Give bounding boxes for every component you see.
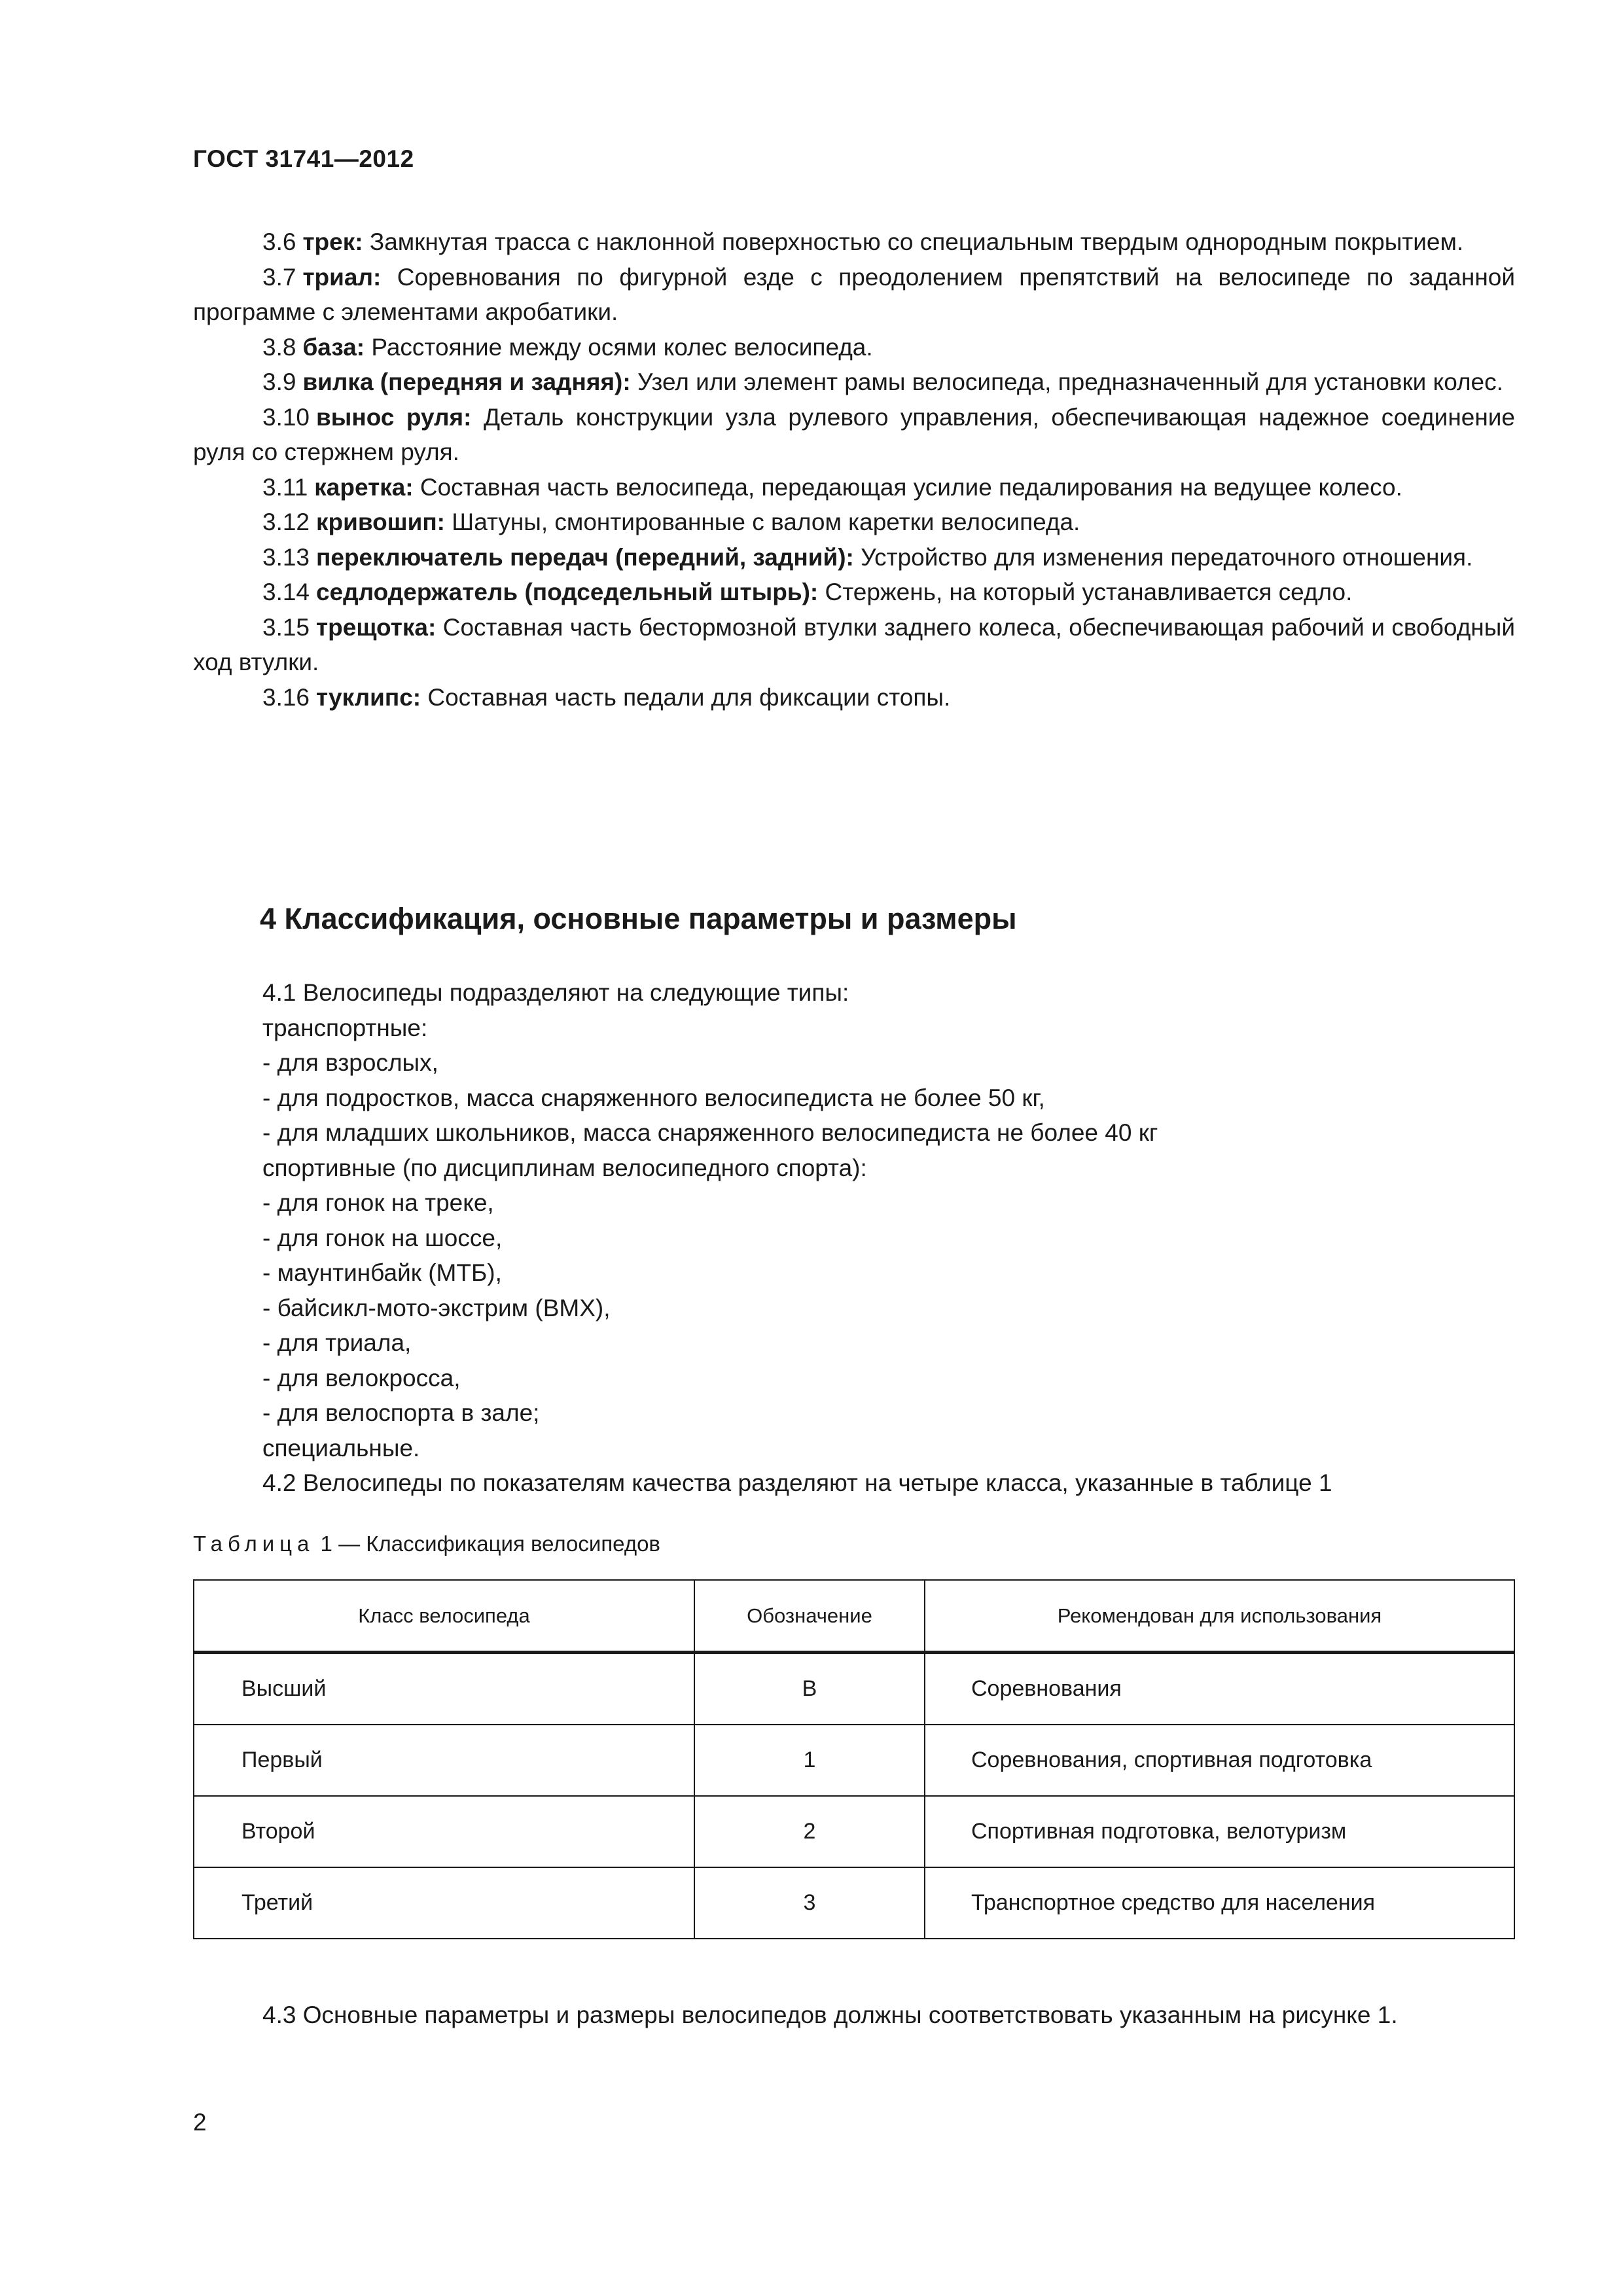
cell-code: 3 — [694, 1867, 925, 1939]
table-caption-text: 1 — Классификация велосипедов — [314, 1532, 660, 1556]
term: вынос руля: — [316, 403, 472, 431]
definition-text: Устройство для изменения передаточного отношения. — [853, 543, 1473, 571]
table-row — [194, 1796, 1514, 1867]
term: туклипс: — [316, 683, 421, 711]
definition-text: Шатуны, смонтированные с валом каретки велосипеда. — [445, 509, 1080, 535]
page-number: 2 — [193, 2109, 207, 2136]
document-header: ГОСТ 31741—2012 — [193, 145, 414, 172]
definition-text: Замкнутая трасса с наклонной поверхностью со специальным твердым однородным покрытием. — [363, 228, 1464, 255]
definition-text: Соревнования по фигурной езде с преодолением препятствий на велосипеде по заданной программе с элементами акробатики. — [193, 263, 1515, 325]
list-item: - для взрослых, — [262, 1049, 438, 1076]
term: кривошип: — [316, 509, 445, 535]
list-item: - для гонок на треке, — [262, 1189, 494, 1216]
sport-label: спортивные (по дисциплинам велосипедного спорта): — [262, 1154, 867, 1181]
definition-3-8: 3.8 база: Расстояние между осями колес велосипеда. — [262, 333, 873, 361]
definition-text: Расстояние между осями колес велосипеда. — [365, 333, 873, 361]
bicycle-classes-table — [193, 1579, 1515, 1939]
definitions-section — [193, 224, 1515, 715]
list-item: - для младших школьников, масса снаряженного велосипедиста не более 40 кг — [262, 1119, 1158, 1146]
definition-text: Стержень, на который устанавливается седло. — [818, 579, 1353, 605]
paragraph-4-3-block — [193, 1998, 1515, 2033]
special-label: специальные. — [262, 1434, 420, 1462]
definition-3-11: 3.11 каретка: Составная часть велосипеда, передающая усилие педалирования на ведущее колесо. — [262, 473, 1402, 501]
list-item: - для триала, — [262, 1329, 412, 1356]
transport-label: транспортные: — [262, 1014, 428, 1041]
list-item: - байсикл-мото-экстрим (ВМХ), — [262, 1294, 611, 1321]
cell-class: Второй — [194, 1796, 694, 1867]
term: триал: — [302, 263, 382, 291]
list-item: - для велокросса, — [262, 1364, 461, 1391]
definition-3-6: 3.6 трек: Замкнутая трасса с наклонной поверхностью со специальным твердым однородным покрытием. — [262, 228, 1464, 255]
cell-code: В — [694, 1653, 925, 1725]
table-row — [194, 1725, 1514, 1796]
cell-use: Соревнования, спортивная подготовка — [925, 1725, 1514, 1796]
cell-use: Спортивная подготовка, велотуризм — [925, 1796, 1514, 1867]
column-header-use: Рекомендован для использования — [925, 1580, 1514, 1653]
definition-3-13: 3.13 переключатель передач (передний, задний): Устройство для изменения передаточного отношения. — [262, 543, 1473, 571]
term: трек: — [302, 228, 363, 255]
term: переключатель передач (передний, задний): — [316, 543, 854, 571]
definition-3-10: 3.10 вынос руля: Деталь конструкции узла рулевого управления, обеспечивающая надежное соединение руля со стержнем руля. — [193, 403, 1516, 465]
definition-text: Узел или элемент рамы велосипеда, предназначенный для установки колес. — [630, 368, 1503, 395]
term: каретка: — [314, 473, 414, 501]
table-row — [194, 1653, 1514, 1725]
list-item: - маунтинбайк (МТБ), — [262, 1259, 502, 1286]
cell-class: Первый — [194, 1725, 694, 1796]
bicycle-types-section — [193, 975, 1515, 1501]
term: трещотка: — [316, 613, 437, 641]
cell-code: 1 — [694, 1725, 925, 1796]
term: база: — [302, 333, 365, 361]
table-caption-label: Таблица — [193, 1532, 315, 1556]
table-caption — [193, 1532, 660, 1556]
definition-3-15: 3.15 трещотка: Составная часть бестормозной втулки заднего колеса, обеспечивающая рабочий и свободный ход втулки. — [193, 613, 1515, 675]
table-row — [194, 1867, 1514, 1939]
paragraph-4-1: 4.1 Велосипеды подразделяют на следующие типы: — [262, 979, 849, 1006]
cell-code: 2 — [694, 1796, 925, 1867]
term: седлодержатель (подседельный штырь): — [316, 579, 819, 605]
definition-text: Составная часть педали для фиксации стопы. — [421, 683, 951, 711]
paragraph-4-2: 4.2 Велосипеды по показателям качества разделяют на четыре класса, указанные в таблице 1 — [262, 1469, 1332, 1496]
list-item: - для велоспорта в зале; — [262, 1399, 540, 1426]
cell-use: Соревнования — [925, 1653, 1514, 1725]
list-item: - для гонок на шоссе, — [262, 1224, 503, 1251]
section-4-heading: 4 Классификация, основные параметры и размеры — [260, 902, 1017, 935]
table-header-row — [194, 1580, 1514, 1653]
cell-class: Третий — [194, 1867, 694, 1939]
definition-3-7: 3.7 триал: Соревнования по фигурной езде с преодолением препятствий на велосипеде по заданной программе с элементами акробатики. — [193, 263, 1515, 325]
paragraph-4-3: 4.3 Основные параметры и размеры велосипедов должны соответствовать указанным на рисунке 1. — [262, 2001, 1398, 2028]
definition-text: Деталь конструкции узла рулевого управления, обеспечивающая надежное соединение руля со стержнем руля. — [193, 403, 1516, 465]
cell-class: Высший — [194, 1653, 694, 1725]
term: вилка (передняя и задняя): — [302, 368, 631, 395]
definition-3-12: 3.12 кривошип: Шатуны, смонтированные с валом каретки велосипеда. — [262, 509, 1080, 535]
definition-text: Составная часть велосипеда, передающая усилие педалирования на ведущее колесо. — [413, 473, 1402, 501]
column-header-code: Обозначение — [694, 1580, 925, 1653]
definition-3-9: 3.9 вилка (передняя и задняя): Узел или элемент рамы велосипеда, предназначенный для установки колес. — [262, 368, 1503, 395]
column-header-class: Класс велосипеда — [194, 1580, 694, 1653]
definition-3-14: 3.14 седлодержатель (подседельный штырь): Стержень, на который устанавливается седло. — [262, 579, 1353, 605]
list-item: - для подростков, масса снаряженного велосипедиста не более 50 кг, — [262, 1084, 1045, 1111]
definition-3-16: 3.16 туклипс: Составная часть педали для фиксации стопы. — [262, 683, 951, 711]
cell-use: Транспортное средство для населения — [925, 1867, 1514, 1939]
definition-text: Составная часть бестормозной втулки заднего колеса, обеспечивающая рабочий и свободный ход втулки. — [193, 613, 1515, 675]
